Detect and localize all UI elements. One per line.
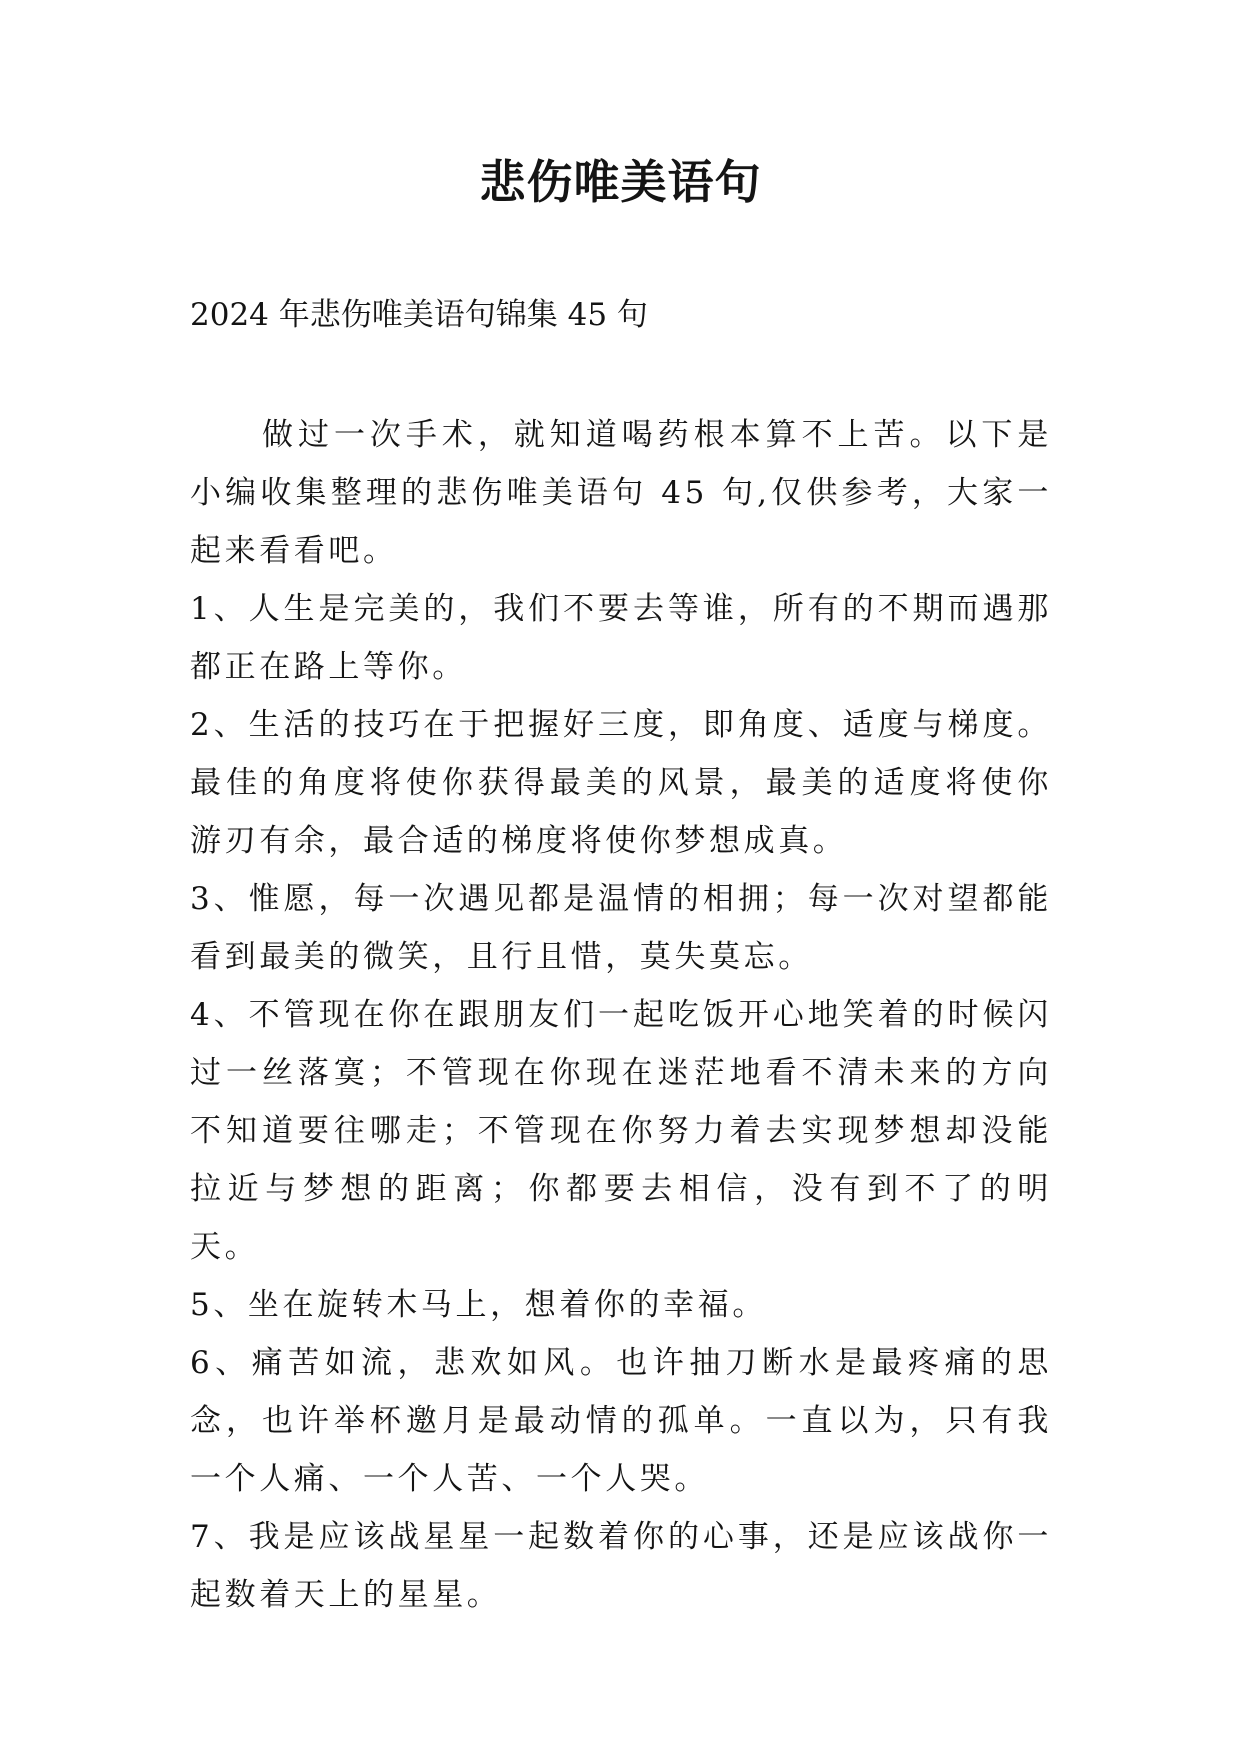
intro-paragraph: 做过一次手术，就知道喝药根本算不上苦。以下是小编收集整理的悲伤唯美语句 45 句,仅供参考，大家一起来看看吧。 bbox=[190, 417, 1052, 569]
quote-item-1: 1、人生是完美的，我们不要去等谁，所有的不期而遇那都正在路上等你。 bbox=[190, 591, 1052, 685]
document-body bbox=[190, 406, 1052, 1624]
document-subtitle: 2024 年悲伤唯美语句锦集 45 句 bbox=[190, 297, 648, 333]
quote-item-2: 2、生活的技巧在于把握好三度，即角度、适度与梯度。最佳的角度将使你获得最美的风景，最美的适度将使你游刃有余，最合适的梯度将使你梦想成真。 bbox=[190, 707, 1052, 859]
quote-item-4: 4、不管现在你在跟朋友们一起吃饭开心地笑着的时候闪过一丝落寞；不管现在你现在迷茫地看不清未来的方向不知道要往哪走；不管现在你努力着去实现梦想却没能拉近与梦想的距离；你都要去相信，没有到不了的明天。 bbox=[190, 997, 1052, 1265]
document-title: 悲伤唯美语句 bbox=[479, 155, 762, 209]
quote-item-3: 3、惟愿，每一次遇见都是温情的相拥；每一次对望都能看到最美的微笑，且行且惜，莫失莫忘。 bbox=[190, 881, 1052, 975]
quote-item-6: 6、痛苦如流，悲欢如风。也许抽刀断水是最疼痛的思念，也许举杯邀月是最动情的孤单。一直以为，只有我一个人痛、一个人苦、一个人哭。 bbox=[190, 1345, 1052, 1497]
quote-item-7: 7、我是应该战星星一起数着你的心事，还是应该战你一起数着天上的星星。 bbox=[190, 1519, 1052, 1613]
quote-item-5: 5、坐在旋转木马上，想着你的幸福。 bbox=[190, 1287, 767, 1323]
